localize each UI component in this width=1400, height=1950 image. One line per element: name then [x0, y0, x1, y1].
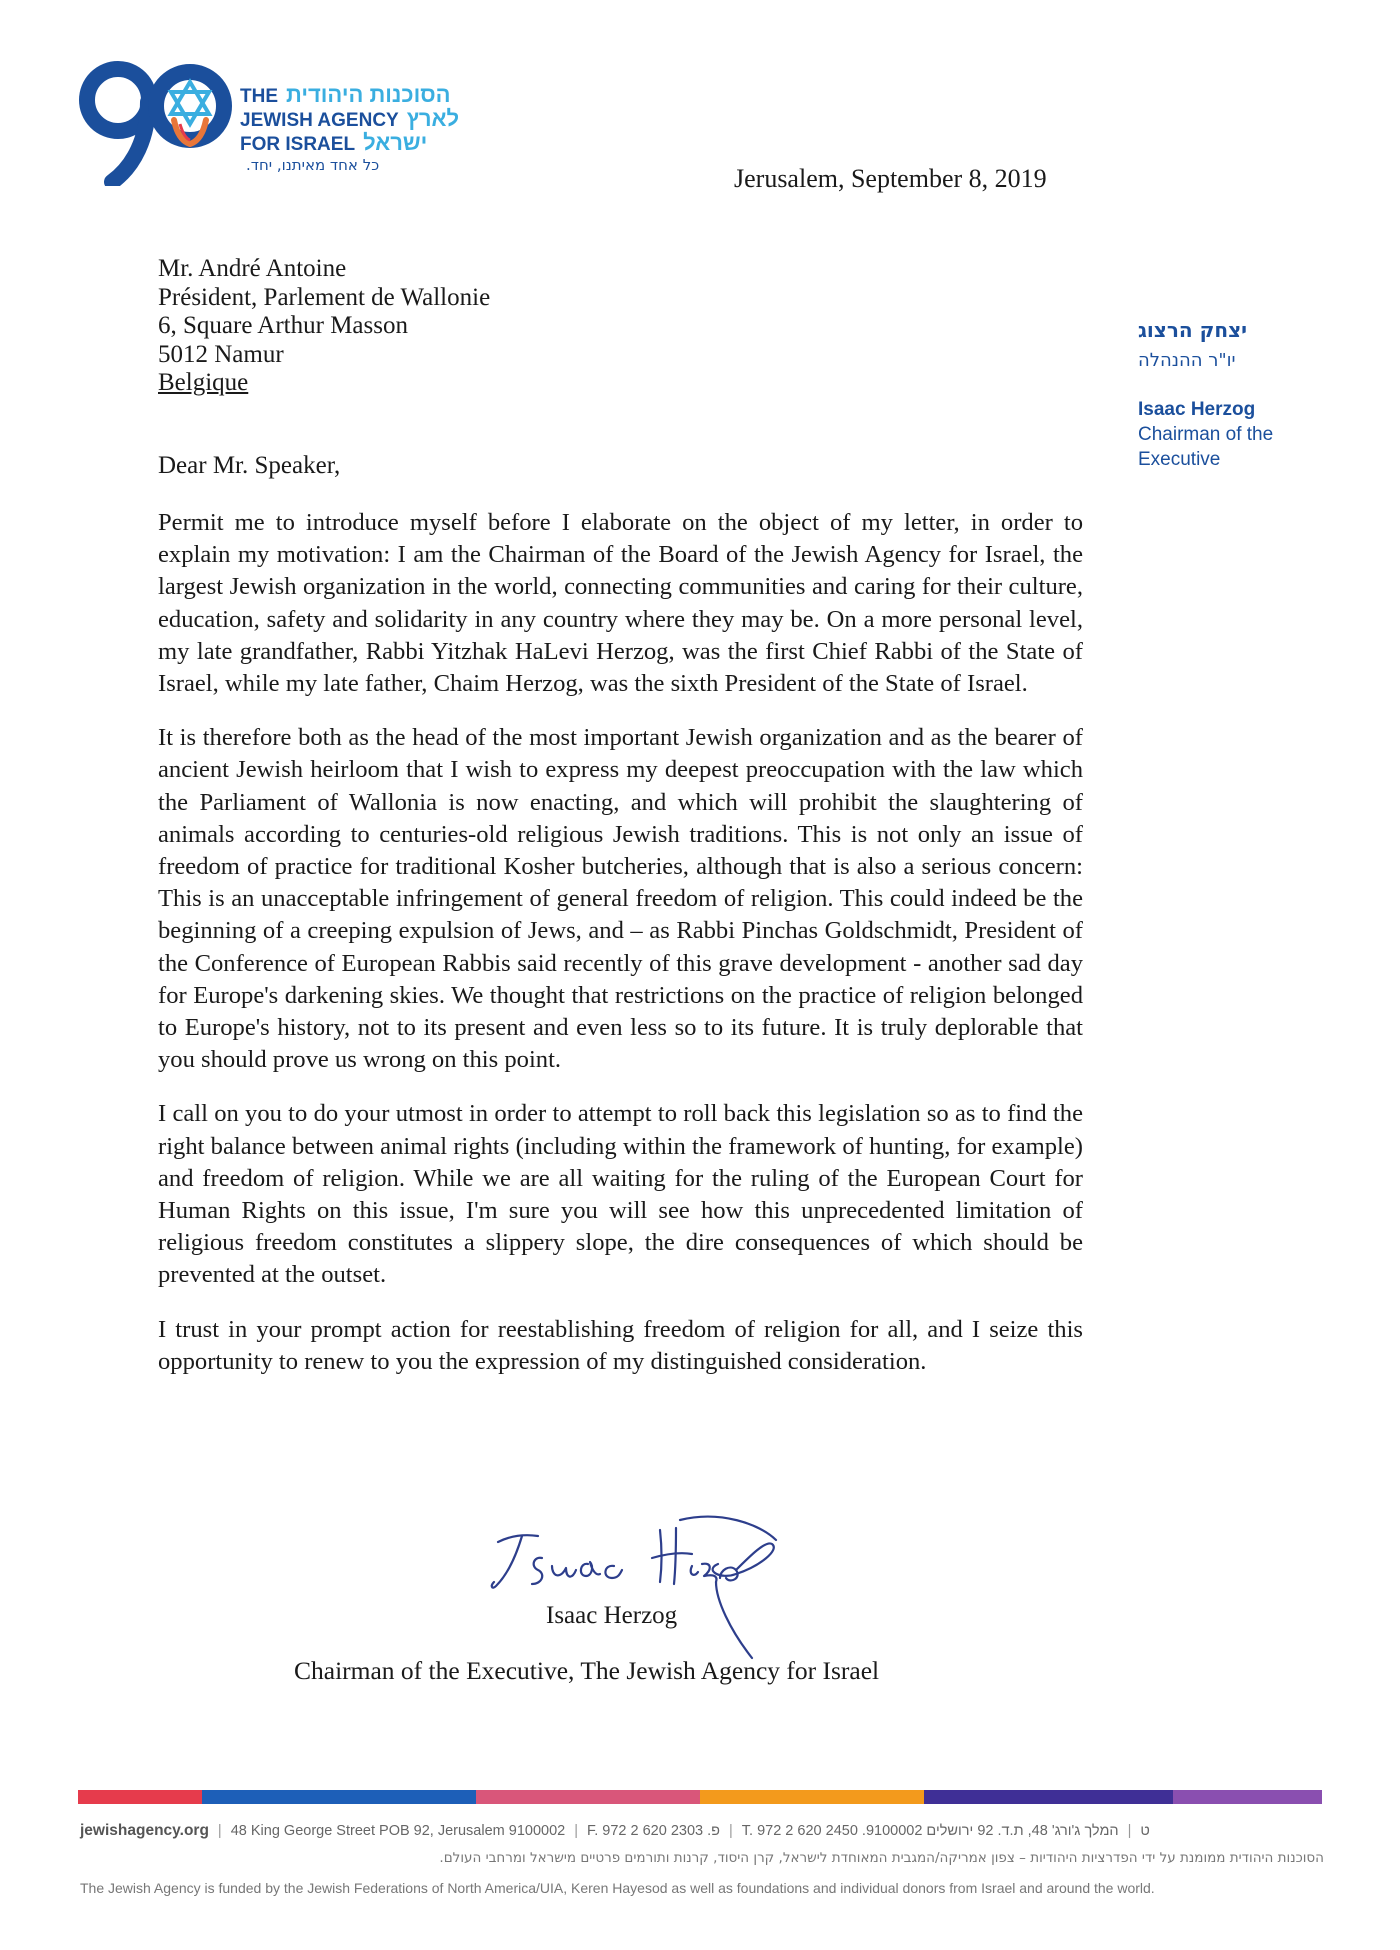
footer-contact-line: [80, 1822, 1150, 1840]
handwritten-signature: [480, 1500, 840, 1675]
footer-separator: |: [1127, 1823, 1132, 1839]
logo-he-line2: לארץ: [406, 106, 460, 131]
jewish-agency-logo: [78, 58, 498, 186]
logo-he-line3: ישראל: [363, 130, 428, 155]
logo-tagline: כל אחד מאיתנו, יחד.: [246, 156, 380, 174]
color-bar-segment-orange: [700, 1790, 924, 1804]
recipient-city: 5012 Namur: [158, 340, 284, 368]
body-paragraph-2: It is therefore both as the head of the most important Jewish organization and as the bearer of ancient Jewish heirloom that I wish to express my deepest preoccupation with the law which the Parliament of Wallonia is now enacting, and which will prohibit the slaughtering of animals according to centuries-old religious Jewish traditions. This is not only an issue of freedom of practice for traditional Kosher butcheries, although that is also a serious concern: This is an unacceptable infringement of general freedom of religion. This could indeed be the beginning of a creeping expulsion of Jews, and – as Rabbi Pinchas Goldschmidt, President of the Conference of European Rabbis said recently of this grave development - another sad day for Europe's darkening skies. We thought that restrictions on the practice of religion belonged to Europe's history, not to its present and even less so to its future. It is truly deplorable that you should prove us wrong on this point.: [158, 724, 1083, 1074]
letter-body: [158, 507, 1083, 1400]
footer-address: 48 King George Street POB 92, Jerusalem 9100002: [230, 1823, 566, 1839]
sidebar-hebrew-title: יו"ר ההנהלה: [1138, 350, 1236, 371]
color-bar-segment-red: [78, 1790, 202, 1804]
logo-wordmark: [240, 84, 459, 156]
sidebar-title-line1: Chairman of the: [1138, 424, 1274, 445]
logo-he-line1: הסוכנות היהודית: [286, 82, 451, 107]
footer-hebrew-address: המלך ג'ורג' 48, ת.ד. 92 ירושלים 9100002: [865, 1823, 1119, 1839]
logo-en-line2: JEWISH AGENCY: [240, 110, 399, 131]
body-paragraph-3: I call on you to do your utmost in order to attempt to roll back this legislation so as to find the right balance between animal rights (including within the framework of hunting, for example) and freedom of religion. While we are all waiting for the ruling of the European Court for Human Rights on this issue, I'm sure you will see how this unprecedented limitation of religious freedom constitutes a slippery slope, the dire consequences of which should be prevented at the outset.: [158, 1100, 1083, 1289]
footer-website: jewishagency.org: [80, 1822, 209, 1839]
body-paragraph-1: Permit me to introduce myself before I elaborate on the object of my letter, in order to explain my motivation: I am the Chairman of the Board of the Jewish Agency for Israel, the largest Jewish organization in the world, connecting communities and caring for their culture, education, safety and solidarity in any country where they may be. On a more personal level, my late grandfather, Rabbi Yitzhak HaLevi Herzog, was the first Chief Rabbi of the State of Israel, while my late father, Chaim Herzog, was the sixth President of the State of Israel.: [158, 509, 1083, 698]
sidebar-hebrew-name: יצחק הרצוג: [1138, 318, 1248, 342]
recipient-position: Président, Parlement de Wallonie: [158, 283, 491, 311]
signer-name: Isaac Herzog: [546, 1602, 678, 1629]
footer-tel: T. 972 2 620 2450 .ט: [741, 1823, 1150, 1839]
recipient-street: 6, Square Arthur Masson: [158, 312, 408, 339]
footer-color-bar: [78, 1790, 1322, 1804]
recipient-name: Mr. André Antoine: [158, 255, 347, 282]
footer-hebrew-funding: הסוכנות היהודית ממומנת על ידי הפדרציות היהודיות – צפון אמריקה/המגבית המאוחדת לישראל, קרן היסוד, קרנות ותורמים פרטיים מישראל ומרחבי העולם.: [439, 1850, 1324, 1866]
color-bar-segment-indigo: [924, 1790, 1173, 1804]
logo-en-line1: THE: [240, 86, 278, 107]
signer-title: Chairman of the Executive, The Jewish Agency for Israel: [294, 1656, 880, 1685]
body-paragraph-4: I trust in your prompt action for reestablishing freedom of religion for all, and I seize this opportunity to renew to you the expression of my distinguished consideration.: [158, 1315, 1083, 1375]
logo-en-line3: FOR ISRAEL: [240, 134, 356, 155]
logo-90-emblem: [78, 58, 238, 186]
footer-separator: |: [729, 1823, 733, 1839]
footer-separator: |: [574, 1823, 578, 1839]
sidebar-name: Isaac Herzog: [1138, 399, 1256, 420]
sidebar-title-line2: Executive: [1138, 449, 1221, 470]
footer-separator: |: [217, 1823, 222, 1839]
footer-fax: F. 972 2 620 2303 .פ: [587, 1823, 720, 1839]
letter-date: Jerusalem, September 8, 2019: [734, 164, 1047, 193]
color-bar-segment-pink: [476, 1790, 700, 1804]
salutation: Dear Mr. Speaker,: [158, 452, 341, 479]
footer-funding: The Jewish Agency is funded by the Jewish Federations of North America/UIA, Keren Hayesod as well as foundations and individual donors from Israel and around the world.: [80, 1880, 1155, 1896]
recipient-address: [158, 255, 490, 398]
recipient-country: Belgique: [158, 369, 249, 396]
letterhead-sidebar: [1138, 318, 1298, 472]
color-bar-segment-blue: [202, 1790, 476, 1804]
color-bar-segment-purple: [1173, 1790, 1322, 1804]
